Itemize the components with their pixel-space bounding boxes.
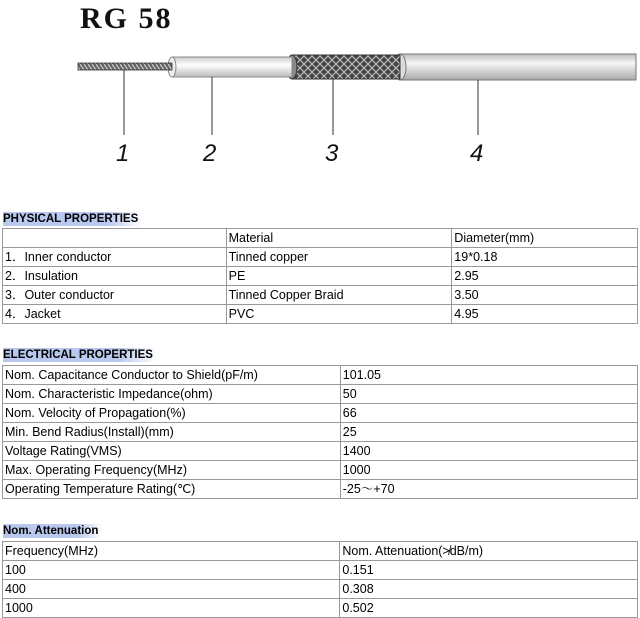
attenuation-heading: Nom. Attenuation [3, 524, 102, 538]
table-cell: Nom. Characteristic Impedance(ohm) [3, 385, 341, 404]
label-2: 2 [203, 140, 217, 167]
physical-table [2, 228, 638, 324]
table-cell: 100 [3, 561, 340, 580]
table-cell: 0.308 [340, 580, 638, 599]
table-cell: Max. Operating Frequency(MHz) [3, 461, 341, 480]
table-row [3, 248, 638, 267]
table-cell: 4.95 [452, 305, 638, 324]
jacket [400, 54, 636, 80]
table-row [3, 286, 638, 305]
table-row [3, 442, 638, 461]
insulation [172, 57, 292, 77]
table-cell: 4．Jacket [3, 305, 227, 324]
table-row [3, 423, 638, 442]
table-cell: 3.50 [452, 286, 638, 305]
table-row [3, 305, 638, 324]
table-cell: 101.05 [340, 366, 637, 385]
table-cell: 0.502 [340, 599, 638, 618]
physical-heading: PHYSICAL PROPERTIES [3, 212, 142, 226]
table-cell: Diameter(mm) [452, 229, 638, 248]
table-cell: Tinned copper [226, 248, 452, 267]
table-row [3, 267, 638, 286]
table-cell: 1000 [3, 599, 340, 618]
label-1: 1 [116, 140, 130, 167]
electrical-table [2, 365, 638, 499]
electrical-heading: ELECTRICAL PROPERTIES [3, 348, 157, 362]
table-cell: 1400 [340, 442, 637, 461]
table-cell: 25 [340, 423, 637, 442]
outer-conductor [292, 55, 400, 79]
inner-conductor [78, 63, 172, 70]
table-header-row [3, 229, 638, 248]
coax-cable-diagram [0, 40, 640, 140]
table-cell: 3．Outer conductor [3, 286, 227, 305]
table-row [3, 561, 638, 580]
table-cell: 1．Inner conductor [3, 248, 227, 267]
cable-title: RG 58 [80, 2, 173, 35]
table-row [3, 404, 638, 423]
table-row [3, 480, 638, 499]
table-cell: Nom. Velocity of Propagation(%) [3, 404, 341, 423]
table-cell: Frequency(MHz) [3, 542, 340, 561]
table-cell: PVC [226, 305, 452, 324]
table-cell: Voltage Rating(VMS) [3, 442, 341, 461]
table-cell [3, 229, 227, 248]
table-cell: 2.95 [452, 267, 638, 286]
attenuation-table [2, 541, 638, 618]
table-cell: PE [226, 267, 452, 286]
table-cell: 66 [340, 404, 637, 423]
label-4: 4 [470, 140, 484, 167]
table-cell: Nom. Capacitance Conductor to Shield(pF/m) [3, 366, 341, 385]
table-cell: Operating Temperature Rating(℃) [3, 480, 341, 499]
table-cell: Tinned Copper Braid [226, 286, 452, 305]
table-cell: Min. Bend Radius(Install)(mm) [3, 423, 341, 442]
table-header-row [3, 542, 638, 561]
table-cell: 50 [340, 385, 637, 404]
table-row [3, 385, 638, 404]
table-cell: 2．Insulation [3, 267, 227, 286]
table-cell: -25～+70 [340, 480, 637, 499]
table-cell: Material [226, 229, 452, 248]
table-cell: 1000 [340, 461, 637, 480]
label-3: 3 [325, 140, 339, 167]
table-row [3, 580, 638, 599]
table-cell: 400 [3, 580, 340, 599]
table-row [3, 599, 638, 618]
table-cell: 19*0.18 [452, 248, 638, 267]
table-row [3, 461, 638, 480]
table-cell: Nom. Attenuation(≯dB/m) [340, 542, 638, 561]
table-cell: 0.151 [340, 561, 638, 580]
table-row [3, 366, 638, 385]
